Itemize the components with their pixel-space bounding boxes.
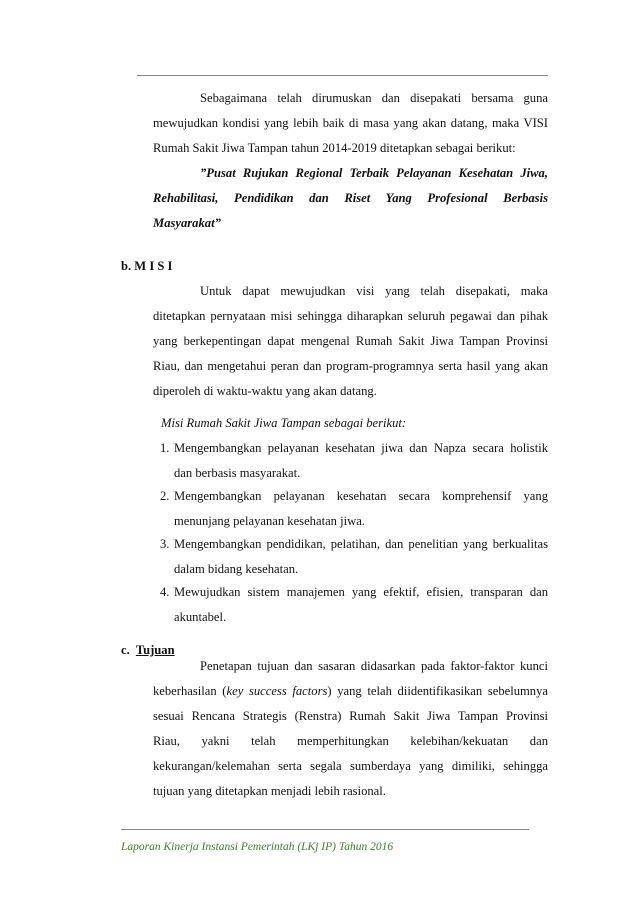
misi-item-number: 2.	[160, 489, 170, 503]
tujuan-heading-prefix: c.	[121, 643, 130, 657]
page-footer: Laporan Kinerja Instansi Pemerintah (LKj IP) Tahun 2016	[121, 841, 394, 853]
misi-heading: b. M I S I	[121, 259, 173, 273]
tujuan-line2-post: ) yang telah diidentifikasikan sebelumnya	[327, 684, 548, 698]
misi-paragraph-line: Untuk dapat mewujudkan visi yang telah disepakati, maka	[200, 284, 548, 298]
visi-paragraph-line: Sebagaimana telah dirumuskan dan disepakati bersama guna	[200, 91, 548, 105]
misi-item-text: dan berbasis masyarakat.	[174, 466, 301, 480]
tujuan-paragraph-line: tujuan yang ditetapkan menjadi lebih rasional.	[153, 784, 386, 798]
visi-paragraph-line: Rumah Sakit Jiwa Tampan tahun 2014-2019 ditetapkan sebagai berikut:	[153, 141, 516, 155]
tujuan-line2-emphasis: key success factors	[226, 684, 328, 698]
header-rule	[137, 75, 548, 76]
tujuan-line2-pre: keberhasilan (	[153, 684, 227, 698]
misi-item-text: Mengembangkan pendidikan, pelatihan, dan penelitian yang berkualitas	[174, 537, 548, 551]
misi-item-text: dalam bidang kesehatan.	[174, 562, 299, 576]
visi-statement-line: Masyarakat”	[153, 216, 221, 230]
tujuan-paragraph-line: sesuai Rencana Strategis (Renstra) Rumah Sakit Jiwa Tampan Provinsi	[153, 709, 548, 723]
misi-item-text: Mengembangkan pelayanan kesehatan jiwa dan Napza secara holistik	[174, 441, 548, 455]
misi-item-text: Mengembangkan pelayanan kesehatan secara komprehensif yang	[174, 489, 548, 503]
visi-paragraph-line: mewujudkan kondisi yang lebih baik di masa yang akan datang, maka VISI	[153, 116, 548, 130]
misi-item-text: Mewujudkan sistem manajemen yang efektif, efisien, transparan dan	[174, 585, 548, 599]
misi-paragraph-line: Riau, dan mengetahui peran dan program-programnya serta hasil yang akan	[153, 359, 548, 373]
tujuan-heading-title: Tujuan	[135, 643, 175, 657]
tujuan-paragraph-line	[153, 684, 548, 699]
misi-item-number: 1.	[160, 441, 170, 455]
misi-item-text: menunjang pelayanan kesehatan jiwa.	[174, 514, 365, 528]
misi-paragraph-line: yang berkepentingan dapat mengenal Rumah Sakit Jiwa Tampan Provinsi	[153, 334, 548, 348]
misi-item-number: 3.	[160, 537, 170, 551]
visi-statement-line: Rehabilitasi, Pendidikan dan Riset Yang Profesional Berbasis	[153, 191, 548, 205]
misi-paragraph-line: ditetapkan pernyataan misi sehingga diharapkan seluruh pegawai dan pihak	[153, 309, 548, 323]
tujuan-paragraph-line: Penetapan tujuan dan sasaran didasarkan pada faktor-faktor kunci	[200, 659, 548, 673]
visi-statement-line: ”Pusat Rujukan Regional Terbaik Pelayanan Kesehatan Jiwa,	[200, 166, 548, 180]
misi-intro: Misi Rumah Sakit Jiwa Tampan sebagai berikut:	[161, 416, 407, 430]
tujuan-paragraph-line: Riau, yakni telah memperhitungkan kelebihan/kekuatan dan	[153, 734, 548, 748]
misi-paragraph-line: diperoleh di waktu-waktu yang akan datang.	[153, 384, 377, 398]
footer-rule	[121, 829, 529, 830]
misi-item-text: akuntabel.	[174, 610, 227, 624]
tujuan-paragraph-line: kekurangan/kelemahan serta segala sumberdaya yang dimiliki, sehingga	[153, 759, 548, 773]
misi-item-number: 4.	[160, 585, 170, 599]
tujuan-heading	[121, 643, 175, 658]
